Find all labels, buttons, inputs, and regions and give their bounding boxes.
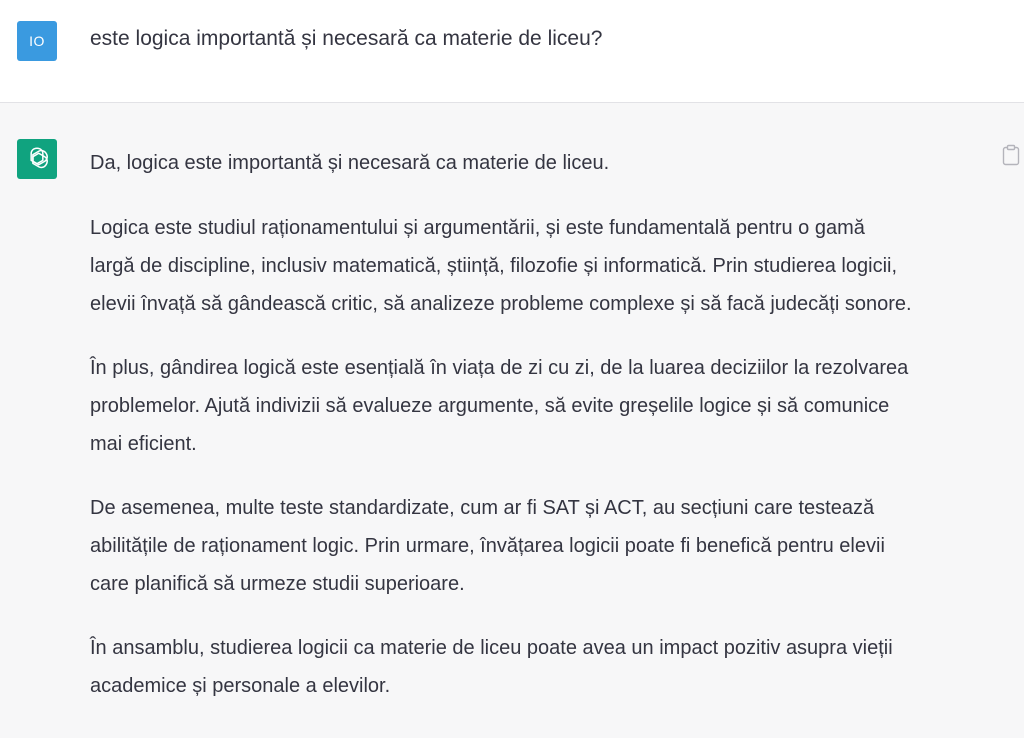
- response-line: problemelor. Ajută indivizii să evalueze argumente, să evite greșelile logice și să comunice: [90, 395, 890, 417]
- response-line: care planifică să urmeze studii superioare.: [90, 573, 465, 595]
- assistant-avatar: [17, 139, 57, 179]
- response-line: În ansamblu, studierea logicii ca materie de liceu poate avea un impact pozitiv asupra vieții: [90, 637, 893, 659]
- response-paragraph: [90, 144, 990, 182]
- openai-logo-icon: [23, 145, 51, 173]
- user-message-row: [0, 0, 1024, 103]
- response-line: Da, logica este importantă și necesară ca materie de liceu.: [90, 152, 610, 174]
- user-message-text: este logica importantă și necesară ca materie de liceu?: [90, 27, 603, 50]
- response-line: abilitățile de raționament logic. Prin urmare, învățarea logicii poate fi benefică pentru elevii: [90, 535, 885, 557]
- response-paragraph: [90, 489, 990, 603]
- clipboard-icon[interactable]: [1001, 143, 1021, 167]
- response-paragraph: [90, 349, 990, 463]
- user-avatar: IO: [17, 21, 57, 61]
- response-line: În plus, gândirea logică este esențială în viața de zi cu zi, de la luarea deciziilor la rezolvarea: [90, 357, 909, 379]
- assistant-response: [90, 144, 990, 731]
- response-line: elevii învață să gândească critic, să analizeze probleme complexe și să facă judecăți sonore.: [90, 293, 912, 315]
- assistant-message-row: [0, 103, 1024, 738]
- response-line: academice și personale a elevilor.: [90, 675, 391, 697]
- response-line: mai eficient.: [90, 433, 197, 455]
- response-paragraph: [90, 209, 990, 323]
- response-line: largă de discipline, inclusiv matematică, știință, filozofie și informatică. Prin studierea logicii,: [90, 255, 898, 277]
- response-line: De asemenea, multe teste standardizate, cum ar fi SAT și ACT, au secțiuni care testează: [90, 497, 875, 519]
- response-paragraph: [90, 629, 990, 705]
- response-line: Logica este studiul raționamentului și argumentării, și este fundamentală pentru o gamă: [90, 217, 865, 239]
